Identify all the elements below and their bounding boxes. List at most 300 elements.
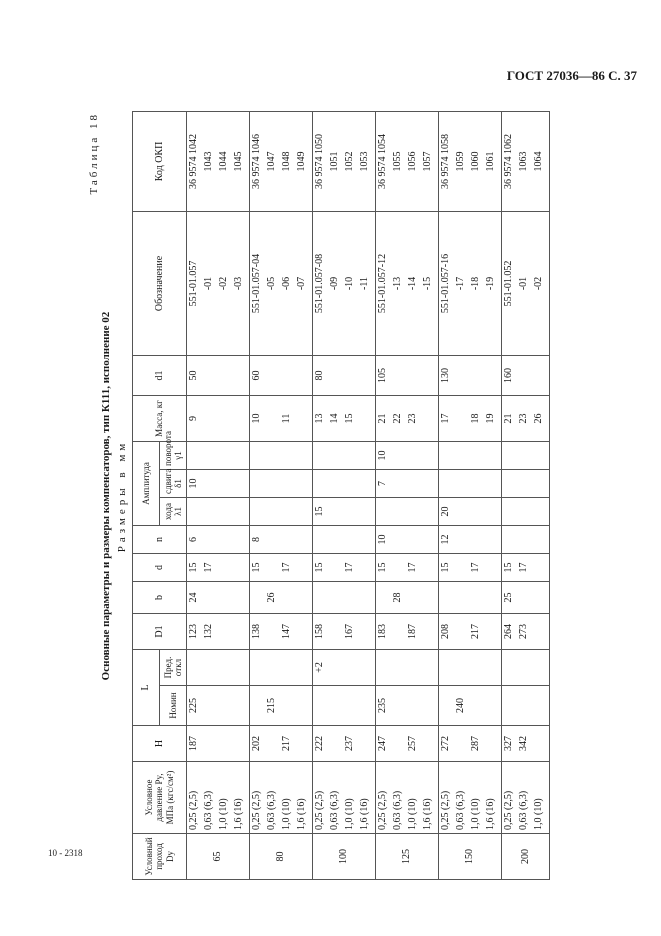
cell-line: 130 [440,367,451,383]
cell-line [281,445,296,466]
cell-line: 15 [344,413,355,424]
cell-d [313,553,376,581]
table-row [250,111,313,879]
cell-line: 1051 [329,151,340,172]
cell-line [407,585,422,610]
cell-line [485,689,500,722]
cell-line: 1,0 (10) [533,798,544,830]
cell-line [533,445,548,466]
parameters-table [132,111,550,880]
cell-line [518,585,533,610]
cell-line: 15 [503,562,514,573]
cell-line [422,501,437,522]
col-d1-flange: D1 [133,613,187,649]
cell-line [344,501,359,522]
cell-line: 1053 [359,151,370,172]
cell-line [359,473,374,494]
cell-line [251,445,266,466]
cell-line [329,653,344,682]
cell-b [313,581,376,613]
cell-line [485,617,500,646]
cell-line [359,557,374,578]
cell-line: 23 [518,413,529,424]
cell-n [502,525,550,553]
cell-line [266,399,281,438]
cell-line: -14 [407,276,418,291]
cell-line [359,653,374,682]
cell-line: 215 [266,698,277,713]
cell-line [329,445,344,466]
cell-line: 123 [188,623,199,639]
cell-line [392,689,407,722]
cell-line: 13 [314,413,325,424]
cell-line: 1044 [218,151,229,172]
col-l: L [133,649,160,725]
cell-line [266,617,281,646]
cell-L-nom [439,686,502,726]
cell-line [329,689,344,722]
cell-line [266,557,281,578]
cell-H [502,726,550,762]
cell-line: 0,63 (6,3) [329,790,340,830]
cell-line: 36 9574 1058 [440,133,451,189]
cell-dn: 80 [250,834,313,880]
cell-line [359,617,374,646]
col-amp-rotation: поворота γ1 [160,441,187,469]
cell-line: 0,63 (6,3) [518,790,529,830]
rotated-table-area [88,112,628,880]
cell-line [314,585,329,610]
cell-line: -10 [344,276,355,291]
cell-line [470,689,485,722]
cell-line [407,653,422,682]
cell-amp-shift [376,469,439,497]
cell-line: 1,0 (10) [470,798,481,830]
cell-line: 1,6 (16) [233,798,244,830]
cell-line: 15 [377,562,388,573]
cell-line [485,501,500,522]
cell-line [203,585,218,610]
cell-line [422,399,437,438]
cell-line [422,729,437,758]
cell-line: 551-01.057-04 [251,253,262,314]
cell-line: 551-01.057-12 [377,253,388,314]
cell-line [233,557,248,578]
cell-dn: 100 [313,834,376,880]
cell-line [233,729,248,758]
cell-D1 [439,613,502,649]
cell-line [470,501,485,522]
cell-line [485,359,500,392]
table-row [313,111,376,879]
cell-d [502,553,550,581]
cell-H [439,726,502,762]
cell-amp-stroke [376,497,439,525]
cell-line [233,617,248,646]
cell-line: 26 [266,592,277,603]
cell-line [251,501,266,522]
cell-line: 551-01.057 [188,260,199,307]
cell-line [329,529,344,550]
cell-line [329,359,344,392]
page-header: ГОСТ 27036—86 С. 37 [506,68,637,83]
cell-line: 15 [251,562,262,573]
cell-line [455,617,470,646]
cell-line [218,653,233,682]
cell-line [485,557,500,578]
cell-line [485,473,500,494]
cell-line [218,473,233,494]
col-amp-stroke: хода λ1 [160,497,187,525]
cell-line [344,529,359,550]
cell-line: 0,25 (2,5) [188,790,199,830]
table-body [187,111,550,879]
cell-line [470,473,485,494]
cell-line [533,617,548,646]
cell-line: 287 [470,736,481,751]
cell-pressure [187,762,250,834]
cell-H [376,726,439,762]
cell-line: -05 [266,276,277,291]
cell-line [281,501,296,522]
cell-line [203,529,218,550]
cell-dn: 125 [376,834,439,880]
cell-line: 1057 [422,151,433,172]
cell-line: 222 [314,736,325,751]
cell-line: -17 [455,276,466,291]
cell-line: 225 [188,698,199,713]
cell-line [470,359,485,392]
col-d1: d1 [133,355,187,395]
cell-line: 80 [314,370,325,381]
cell-L-dev [439,649,502,685]
cell-line [533,501,548,522]
table-row [439,111,502,879]
cell-line [359,399,374,438]
cell-line: 187 [188,736,199,751]
footer-mark: 10 - 2318 [48,848,83,858]
cell-line [377,501,392,522]
cell-line [203,729,218,758]
cell-line [329,557,344,578]
cell-line [281,529,296,550]
cell-line [266,359,281,392]
cell-line: 0,25 (2,5) [440,790,451,830]
cell-amp-rot [376,441,439,469]
cell-line [203,501,218,522]
cell-line: 1,6 (16) [296,798,307,830]
cell-line: 327 [503,736,514,751]
col-okp: Код ОКП [133,111,187,211]
cell-line [407,529,422,550]
table-number: Таблица 18 [88,112,100,195]
cell-line [329,617,344,646]
cell-line: 272 [440,736,451,751]
cell-line [377,653,392,682]
cell-line: 1047 [266,151,277,172]
cell-line [251,473,266,494]
cell-amp-shift [187,469,250,497]
cell-line: 26 [533,413,544,424]
cell-line: 132 [203,623,214,639]
cell-mass [502,395,550,441]
cell-dn: 200 [502,834,550,880]
cell-dn: 150 [439,834,502,880]
cell-line [203,689,218,722]
cell-line [455,399,470,438]
cell-line: 257 [407,736,418,751]
col-d: d [133,553,187,581]
cell-line: 19 [485,413,496,424]
cell-amp-rot [313,441,376,469]
cell-line [344,473,359,494]
cell-line [233,399,248,438]
cell-L-dev [187,649,250,685]
cell-line [281,585,296,610]
cell-amp-stroke [250,497,313,525]
table-row [187,111,250,879]
cell-line [518,501,533,522]
cell-line [503,689,518,722]
cell-line: -02 [533,276,544,291]
cell-line [296,529,311,550]
cell-line: 24 [188,592,199,603]
cell-line [440,585,455,610]
cell-line: 23 [407,413,418,424]
cell-line: 8 [251,536,262,542]
cell-line: 21 [377,413,388,424]
cell-line [188,653,203,682]
cell-line: 7 [377,480,388,486]
cell-line [314,529,329,550]
cell-line [533,557,548,578]
cell-line: 14 [329,413,340,424]
cell-amp-shift [502,469,550,497]
cell-line: 36 9574 1062 [503,133,514,189]
cell-line: -09 [329,276,340,291]
cell-line [296,473,311,494]
col-designation: Обозначение [133,211,187,355]
cell-amp-shift [439,469,502,497]
col-amplitude: Амплитуда [133,441,160,525]
cell-amp-shift [313,469,376,497]
cell-line [233,689,248,722]
cell-line [266,445,281,466]
cell-line: 17 [470,562,481,573]
cell-line: -06 [281,276,292,291]
cell-line: 0,25 (2,5) [251,790,262,830]
cell-line [422,529,437,550]
cell-line [533,473,548,494]
cell-line [455,653,470,682]
cell-line [407,689,422,722]
cell-line [392,653,407,682]
cell-line: 10 [188,478,199,489]
cell-line [329,501,344,522]
cell-line: 10 [377,534,388,545]
cell-line: 17 [407,562,418,573]
cell-line [422,617,437,646]
cell-D1 [250,613,313,649]
cell-line [533,729,548,758]
cell-line: 15 [314,506,325,517]
cell-line [440,689,455,722]
cell-line [218,585,233,610]
cell-line: 22 [392,413,403,424]
cell-line [266,501,281,522]
col-h: H [133,726,187,762]
cell-amp-stroke [187,497,250,525]
cell-b [250,581,313,613]
cell-line [218,529,233,550]
cell-line [296,617,311,646]
cell-line [470,585,485,610]
cell-mass [187,395,250,441]
cell-line: 10 [251,413,262,424]
cell-line [407,445,422,466]
cell-line: 36 9574 1054 [377,133,388,189]
cell-line [296,445,311,466]
cell-pressure [313,762,376,834]
cell-n [187,525,250,553]
cell-line [422,557,437,578]
cell-pressure [439,762,502,834]
cell-line [503,501,518,522]
cell-line: 1,0 (10) [344,798,355,830]
cell-line [329,729,344,758]
cell-line [296,653,311,682]
cell-line: 0,63 (6,3) [455,790,466,830]
cell-d1 [313,355,376,395]
cell-line: 1,0 (10) [407,798,418,830]
cell-line [392,557,407,578]
cell-line [218,501,233,522]
cell-pressure [502,762,550,834]
cell-line [281,653,296,682]
cell-line [266,653,281,682]
cell-designation [502,211,550,355]
cell-n [439,525,502,553]
cell-line: 1043 [203,151,214,172]
cell-pressure [250,762,313,834]
cell-line [503,445,518,466]
col-dn: Условный проход Dy [133,834,187,880]
cell-line [266,473,281,494]
cell-L-nom [376,686,439,726]
cell-amp-stroke [439,497,502,525]
cell-line [203,473,218,494]
cell-line: -18 [470,276,481,291]
cell-mass [313,395,376,441]
cell-line [296,557,311,578]
cell-line [251,689,266,722]
cell-line: 0,63 (6,3) [203,790,214,830]
cell-line [359,729,374,758]
cell-line [392,501,407,522]
cell-line: 17 [440,413,451,424]
cell-line [359,445,374,466]
cell-line [455,729,470,758]
cell-line: -02 [218,276,229,291]
cell-line: 1,6 (16) [485,798,496,830]
cell-line [533,689,548,722]
cell-line [359,359,374,392]
cell-line [518,689,533,722]
col-n: n [133,525,187,553]
cell-line [233,529,248,550]
cell-line [329,473,344,494]
cell-line: 17 [203,562,214,573]
cell-line [503,529,518,550]
cell-line [218,445,233,466]
cell-line [518,473,533,494]
cell-line [470,445,485,466]
cell-line [218,617,233,646]
cell-line [188,445,203,466]
cell-D1 [502,613,550,649]
cell-line: 12 [440,534,451,545]
cell-line [233,501,248,522]
cell-okp [439,111,502,211]
cell-okp [376,111,439,211]
cell-d1 [376,355,439,395]
cell-okp [502,111,550,211]
cell-line [485,529,500,550]
cell-line [218,359,233,392]
cell-n [250,525,313,553]
table-row [502,111,550,879]
cell-line [518,529,533,550]
cell-line: 60 [251,370,262,381]
cell-line [188,501,203,522]
cell-line [344,445,359,466]
cell-line: 10 [377,450,388,461]
col-l-deviation: Пред. откл [160,649,187,685]
cell-line [392,529,407,550]
cell-line [329,585,344,610]
cell-line: 1048 [281,151,292,172]
cell-line: 217 [470,623,481,639]
cell-line [203,359,218,392]
cell-line: 36 9574 1050 [314,133,325,189]
cell-line [233,653,248,682]
cell-line [392,473,407,494]
cell-line [314,445,329,466]
cell-line: 6 [188,536,199,542]
cell-okp [250,111,313,211]
cell-line [440,473,455,494]
cell-line: 1061 [485,151,496,172]
cell-line [533,653,548,682]
cell-line [533,585,548,610]
cell-line [344,689,359,722]
cell-line [296,399,311,438]
cell-line [518,359,533,392]
cell-b [502,581,550,613]
cell-L-nom [313,686,376,726]
cell-line [359,585,374,610]
cell-d1 [439,355,502,395]
cell-line [218,557,233,578]
cell-line [470,529,485,550]
cell-line [251,653,266,682]
cell-line [218,689,233,722]
cell-line [518,445,533,466]
cell-line: 11 [281,413,292,424]
cell-line: 17 [281,562,292,573]
cell-line: 551-01.057-16 [440,253,451,314]
cell-amp-rot [187,441,250,469]
